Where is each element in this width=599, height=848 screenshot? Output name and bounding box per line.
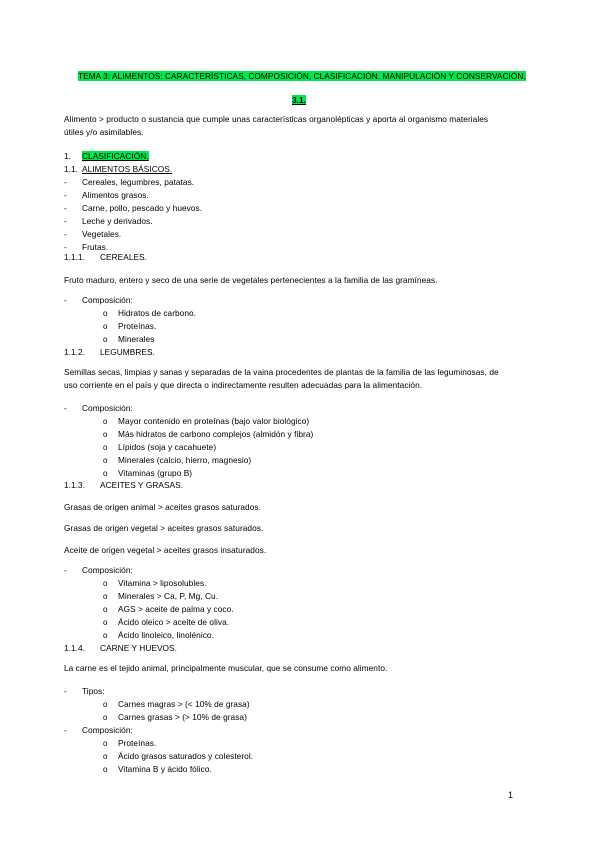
bullet-marker: o (103, 700, 108, 709)
aceites-line: Aceite de origen vegetal > aceites grasos insaturados. (64, 545, 267, 555)
carne-tipo-item: Carnes grasas > (> 10% de grasa) (118, 712, 247, 722)
aceites-item: Minerales > Ca, P, Mg, Cu. (118, 591, 219, 601)
list-dash: - (64, 216, 67, 226)
list-dash: - (64, 295, 67, 305)
legumbres-item: Minerales (calcio, hierro, magnesio) (118, 455, 252, 465)
carne-heading: CARNE Y HUEVOS. (100, 643, 177, 653)
aceites-line: Grasas de origen animal > aceites grasos saturados. (64, 502, 261, 512)
legumbres-description-2: uso corriente en el país y que directa o indirectamente resulten adecuadas para la alimentación. (64, 380, 423, 390)
carne-comp-item: Proteínas. (118, 738, 157, 748)
composicion-label: Composición: (82, 403, 133, 413)
aceites-number: 1.1.3. (64, 480, 86, 490)
basic-item: Frutas. (82, 242, 109, 252)
aceites-item: Ácido oleico > aceite de oliva. (118, 617, 230, 627)
basic-item: Leche y derivados. (82, 216, 153, 226)
basic-item: Carne, pollo, pescado y huevos. (82, 203, 203, 213)
bullet-marker: o (103, 765, 108, 774)
bullet-marker: o (103, 631, 108, 640)
cereales-item: Hidratos de carbono. (118, 308, 197, 318)
list-dash: - (64, 190, 67, 200)
cereales-description: Fruto maduro, entero y seco de una serie de vegetales pertenecientes a la familia de las gramíneas. (64, 275, 438, 285)
bullet-marker: o (103, 605, 108, 614)
legumbres-number: 1.1.2. (64, 347, 86, 357)
carne-comp-item: Vitamina B y ácido fólico. (118, 764, 212, 774)
list-dash: - (64, 242, 67, 252)
list-dash: - (64, 403, 67, 413)
heading-1-1: ALIMENTOS BÁSICOS. (82, 164, 173, 174)
bullet-marker: o (103, 335, 108, 344)
bullet-marker: o (103, 713, 108, 722)
composicion-label: Composición: (82, 725, 133, 735)
page-number: 1 (508, 790, 514, 800)
intro-line-1: Alimento > producto o sustancia que cumple unas características organolépticas y aporta al organismo materiales (64, 114, 489, 124)
legumbres-item: Mayor contenido en proteínas (bajo valor biológico) (118, 416, 310, 426)
list-dash: - (64, 177, 67, 187)
bullet-marker: o (103, 739, 108, 748)
section-number: 3.1. (292, 95, 307, 105)
carne-comp-item: Ácido grasos saturados y colesterol. (118, 751, 254, 761)
aceites-item: AGS > aceite de palma y coco. (118, 604, 234, 614)
cereales-item: Minerales (118, 334, 155, 344)
basic-item: Cereales, legumbres, patatas. (82, 177, 195, 187)
bullet-marker: o (103, 618, 108, 627)
heading-1-1-number: 1.1. (64, 164, 79, 174)
cereales-heading: CEREALES. (100, 252, 148, 262)
bullet-marker: o (103, 592, 108, 601)
bullet-marker: o (103, 579, 108, 588)
basic-item: Alimentos grasos. (82, 190, 149, 200)
composicion-label: Composición: (82, 295, 133, 305)
cereales-item: Proteínas. (118, 321, 157, 331)
aceites-line: Grasas de origen vegetal > aceites grasos saturados. (64, 523, 264, 533)
list-dash: - (64, 229, 67, 239)
document-title: TEMA 3: ALIMENTOS: CARACTERÍSTICAS, COMPOSICIÓN, CLASIFICACIÓN. MANIPULACIÓN Y CONSERVACIÓN. (78, 71, 526, 81)
bullet-marker: o (103, 752, 108, 761)
aceites-item: Ácido linoleico, linolénico. (118, 630, 214, 640)
aceites-heading: ACEITES Y GRASAS. (100, 480, 184, 490)
legumbres-item: Lípidos (soja y cacahuete) (118, 442, 217, 452)
bullet-marker: o (103, 322, 108, 331)
bullet-marker: o (103, 309, 108, 318)
cereales-number: 1.1.1. (64, 252, 86, 262)
carne-description: La carne es el tejido animal, principalmente muscular, que se consume como alimento. (64, 663, 388, 673)
tipos-label: Tipos: (82, 686, 105, 696)
list-dash: - (64, 725, 67, 735)
list-dash: - (64, 686, 67, 696)
heading-1-number: 1. (64, 151, 72, 161)
legumbres-item: Vitaminas (grupo B) (118, 468, 193, 478)
bullet-marker: o (103, 443, 108, 452)
legumbres-description-1: Semillas secas, limpias y sanas y separadas de la vaina procedentes de plantas de la familia de las leguminosas, de (64, 367, 499, 377)
legumbres-item: Más hidratos de carbono complejos (almidón y fibra) (118, 429, 314, 439)
list-dash: - (64, 565, 67, 575)
legumbres-heading: LEGUMBRES. (100, 347, 155, 357)
bullet-marker: o (103, 417, 108, 426)
intro-line-2: útiles y/o asimilables. (64, 127, 144, 137)
carne-tipo-item: Carnes magras > (< 10% de grasa) (118, 699, 250, 709)
aceites-item: Vitamina > liposolubles. (118, 578, 207, 588)
basic-item: Vegetales. (82, 229, 122, 239)
bullet-marker: o (103, 430, 108, 439)
bullet-marker: o (103, 469, 108, 478)
bullet-marker: o (103, 456, 108, 465)
composicion-label: Composición: (82, 565, 133, 575)
carne-number: 1.1.4. (64, 643, 86, 653)
list-dash: - (64, 203, 67, 213)
heading-1: CLASIFICACIÓN. (82, 151, 149, 161)
